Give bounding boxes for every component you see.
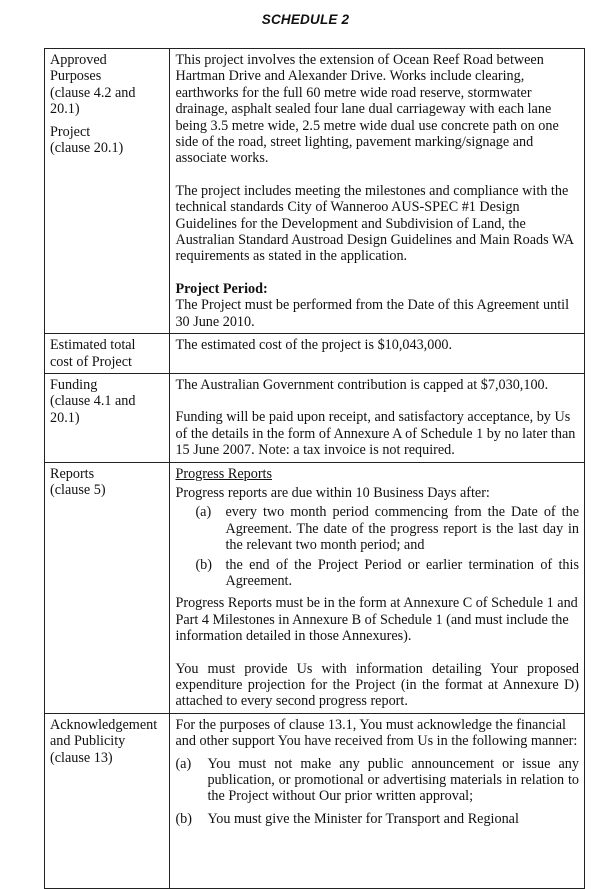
list-item: (a) every two month period commencing from the Date of the Agreement. The date of the progress report is the last day in the relevant two month period; and — [195, 504, 579, 554]
row-content-acknowledgement: For the purposes of clause 13.1, You must acknowledge the financial and other support You have received from Us in the following manner: (a) You must not make any public announcement or issue any publication, or promotional or advertising materials in relation to the Project without Our prior written approval; (b) You must give the Minister for Transport and Regional — [170, 713, 585, 888]
table-row — [45, 373, 585, 462]
project-standards: The project includes meeting the milestones and compliance with the technical standards City of Wanneroo AUS-SPEC #1 Design Guidelines for the Development and Subdivision of Land, the Australian Standard Austroad Design Guidelines and Main Roads WA requirements as stated in the application. — [175, 182, 574, 265]
row-content-estimated-cost: The estimated cost of the project is $10,043,000. — [170, 334, 585, 374]
table-row — [45, 713, 585, 888]
project-period-heading: Project Period: — [175, 280, 268, 297]
project-period-text: The Project must be performed from the Date of this Agreement until 30 June 2010. — [175, 297, 570, 330]
table-row — [45, 462, 585, 713]
project-description: This project involves the extension of Ocean Reef Road between Hartman Drive and Alexander Drive. Works include clearing, earthworks for the full 60 metre wide road reserve, stormwater drainage, asphalt sealed four lane dual carriageway with each lane being 3.5 metre wide, 2.5 metre wide dual use concrete path on one side of the road, street lighting, pavement marking/signage and associate works. — [175, 52, 559, 167]
list-item: (a) You must not make any public announcement or issue any publication, or promotional or advertising materials in relation to the Project without Our prior written approval; — [175, 755, 579, 805]
row-content-reports: Progress Reports Progress reports are due within 10 Business Days after: (a) every two month period commencing from the Date of the Agreement. The date of the progress report is the last day in the relevant two month period; and (b) the end of the Project Period or earlier termination of this Agreement. Progress Reports must be in the form at Annexure C of Schedule 1 and Part 4 Milestones in Annexure B of Schedule 1 (and must include the information detailed in those Annexures). You must provide Us with information detailing Your proposed expenditure projection for the Project (in the format at Annexure D) attached to every second progress report. — [170, 462, 585, 713]
schedule-table — [44, 48, 585, 889]
table-row — [45, 49, 585, 334]
row-label-reports: Reports (clause 5) — [45, 462, 170, 713]
row-label-acknowledgement: Acknowledgement and Publicity (clause 13) — [45, 713, 170, 888]
table-row — [45, 334, 585, 374]
row-content-funding: The Australian Government contribution is capped at $7,030,100. Funding will be paid upon receipt, and satisfactory acceptance, by Us of the details in the form of Annexure A of Schedule 1 by no later than 15 June 2007. Note: a tax invoice is not required. — [170, 373, 585, 462]
list-item: (b) You must give the Minister for Transport and Regional — [175, 810, 519, 827]
list-item: (b) the end of the Project Period or earlier termination of this Agreement. — [195, 556, 579, 589]
progress-reports-heading: Progress Reports — [175, 465, 273, 482]
row-label-estimated-cost: Estimated total cost of Project — [45, 334, 170, 374]
row-content-approved-purposes — [170, 49, 585, 334]
row-label-funding: Funding (clause 4.1 and 20.1) — [45, 373, 170, 462]
row-label-approved-purposes: Approved Purposes (clause 4.2 and 20.1) Project (clause 20.1) — [45, 49, 170, 334]
page-title: SCHEDULE 2 — [261, 12, 350, 27]
